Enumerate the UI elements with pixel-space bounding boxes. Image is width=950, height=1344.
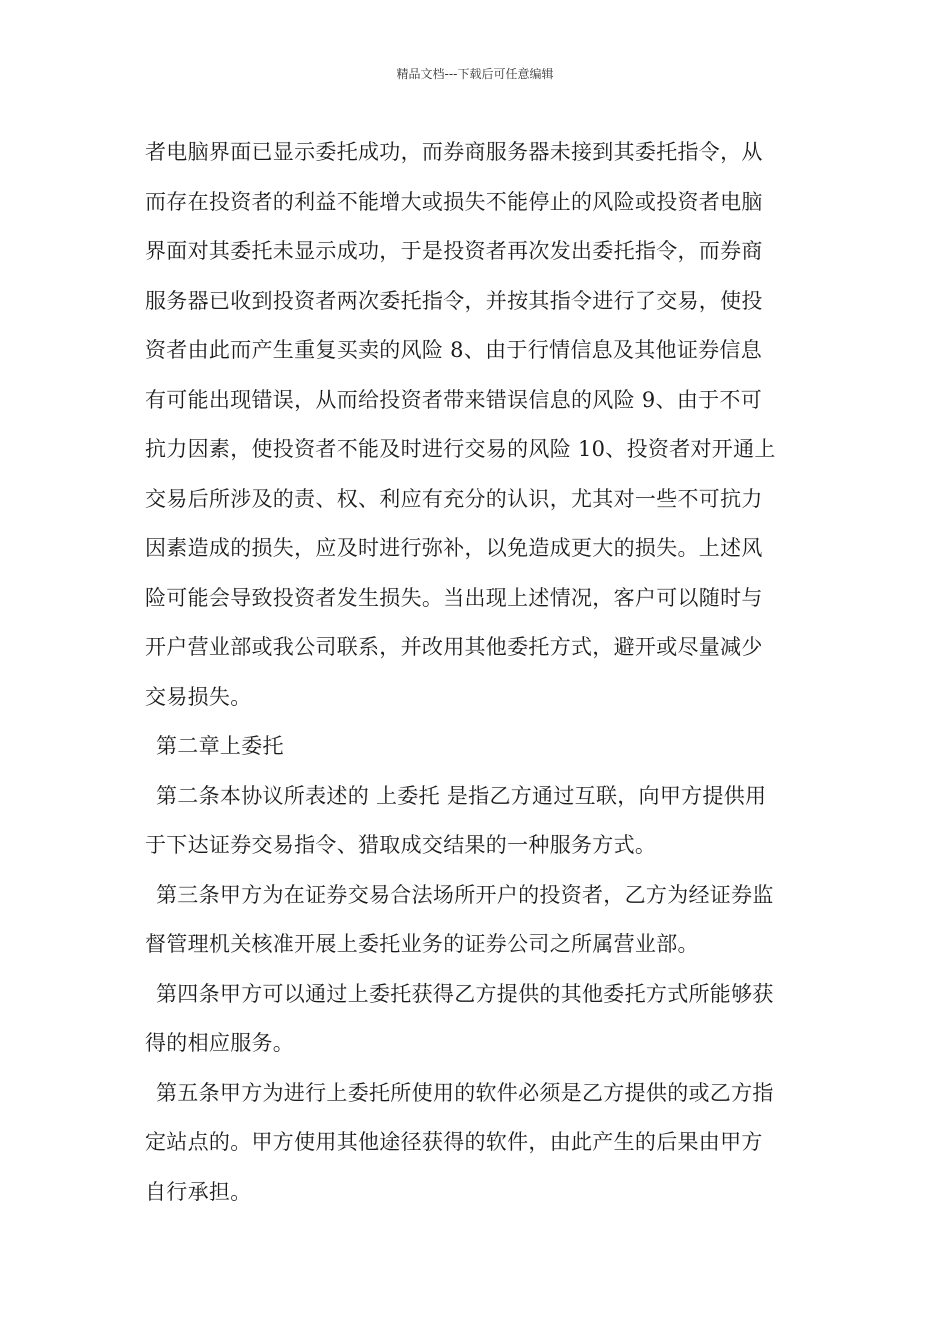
article-3-line: 第三条甲方为在证券交易合法场所开户的投资者，乙方为经证券监	[156, 882, 774, 907]
text-line: 有可能出现错误，从而给投资者带来错误信息的风险 9、由于不可	[145, 387, 763, 412]
text-line: 交易损失。	[145, 684, 252, 709]
text-line: 险可能会导致投资者发生损失。当出现上述情况，客户可以随时与	[145, 585, 763, 610]
text-line: 资者由此而产生重复买卖的风险 8、由于行情信息及其他证券信息	[145, 338, 763, 362]
page-header: 精品文档---下载后可任意编辑	[396, 67, 554, 81]
text-line: 界面对其委托未显示成功，于是投资者再次发出委托指令，而券商	[145, 239, 763, 263]
text-line: 定站点的。甲方使用其他途径获得的软件，由此产生的后果由甲方	[145, 1130, 763, 1154]
text-line: 而存在投资者的利益不能增大或损失不能停止的风险或投资者电脑	[145, 189, 763, 214]
article-2-line: 第二条本协议所表述的 上委托 是指乙方通过互联，向甲方提供用	[156, 783, 767, 808]
document-body	[145, 128, 810, 1217]
article-5-line: 第五条甲方为进行上委托所使用的软件必须是乙方提供的或乙方指	[156, 1080, 774, 1105]
text-line: 得的相应服务。	[145, 1031, 295, 1055]
text-line: 自行承担。	[145, 1179, 252, 1204]
text-line: 于下达证券交易指令、猎取成交结果的一种服务方式。	[145, 833, 657, 857]
article-4-line: 第四条甲方可以通过上委托获得乙方提供的其他委托方式所能够获	[156, 981, 774, 1006]
text-line: 因素造成的损失，应及时进行弥补，以免造成更大的损失。上述风	[145, 536, 763, 560]
chapter-heading: 第二章上委托	[156, 734, 284, 758]
text-line: 服务器已收到投资者两次委托指令，并按其指令进行了交易，使投	[145, 288, 763, 313]
text-line: 交易后所涉及的责、权、利应有充分的认识，尤其对一些不可抗力	[145, 486, 763, 511]
text-line: 者电脑界面已显示委托成功，而券商服务器未接到其委托指令，从	[145, 140, 763, 164]
text-line: 开户营业部或我公司联系，并改用其他委托方式，避开或尽量减少	[145, 635, 763, 659]
text-line: 督管理机关核准开展上委托业务的证券公司之所属营业部。	[145, 932, 699, 956]
text-line: 抗力因素，使投资者不能及时进行交易的风险 10、投资者对开通上	[145, 437, 776, 461]
